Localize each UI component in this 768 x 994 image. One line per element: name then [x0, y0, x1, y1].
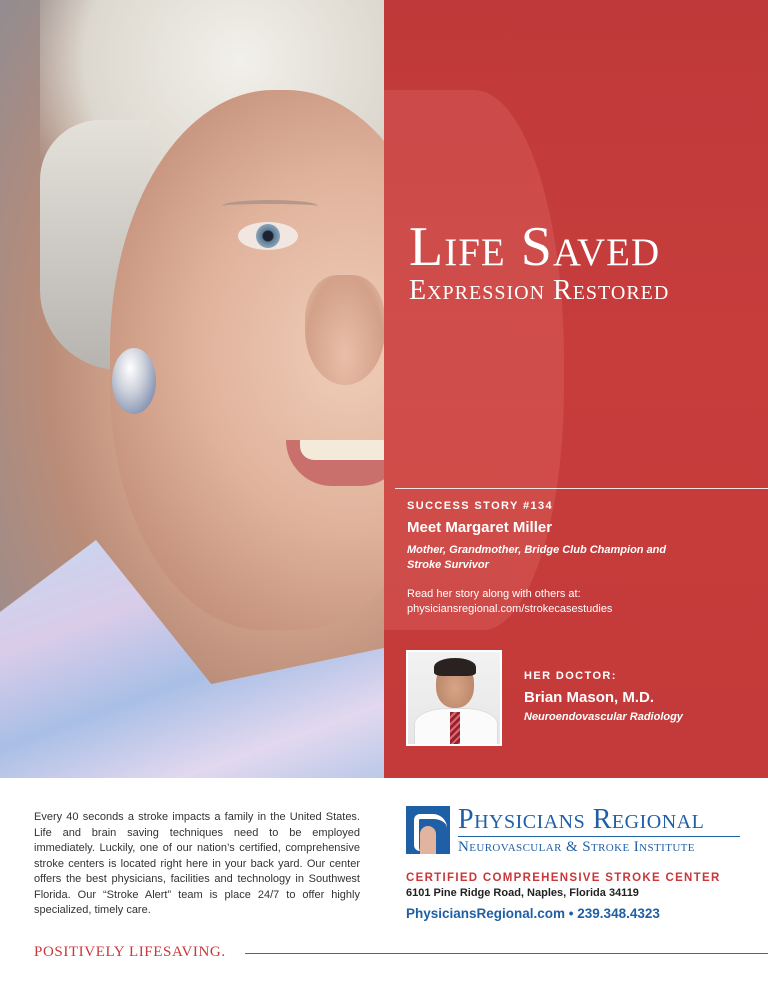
tagline-rule: [245, 953, 768, 954]
doctor-tie: [450, 712, 460, 746]
patient-description: Mother, Grandmother, Bridge Club Champion and Stroke Survivor: [407, 544, 667, 571]
earring: [112, 348, 156, 414]
read-more-block: [407, 587, 757, 617]
physicians-regional-logo: [406, 806, 746, 856]
doctor-specialty: Neuroendovascular Radiology: [524, 711, 683, 723]
body-copy: Every 40 seconds a stroke impacts a family in the United States. Life and brain saving techniques need to be employed immediately. Luckily, one of our nation’s certified, comprehensive stroke centers is located right here in your back yard. Our center offers the best physicians, facilities and technology in Southwest Florida. Our “Stroke Alert” team is place 24/7 to offer highly specialized, timely care.: [34, 811, 360, 916]
headline-subtitle: Expression Restored: [409, 275, 670, 306]
logo-name: Physicians Regional: [458, 804, 705, 835]
doctor-label: HER DOCTOR:: [524, 670, 617, 682]
logo-subtitle: Neurovascular & Stroke Institute: [458, 839, 695, 855]
success-story: [407, 500, 757, 617]
certification: CERTIFIED COMPREHENSIVE STROKE CENTER: [406, 872, 721, 884]
patient-name: Meet Margaret Miller: [407, 519, 553, 536]
logo-rule: [458, 836, 740, 837]
doctor-info: [524, 670, 683, 723]
nose: [305, 275, 385, 385]
portrait-photo: [0, 0, 384, 778]
doctor-name: Brian Mason, M.D.: [524, 689, 655, 706]
case-studies-link[interactable]: physiciansregional.com/strokecasestudies: [407, 603, 613, 615]
contact-link[interactable]: PhysiciansRegional.com • 239.348.4323: [406, 906, 660, 921]
eye: [238, 222, 298, 250]
doctor-photo: [406, 650, 502, 746]
story-kicker: SUCCESS STORY #134: [407, 500, 554, 512]
divider-line: [395, 488, 768, 489]
doctor-hair: [434, 658, 476, 676]
headline-block: [409, 218, 749, 306]
read-prompt: Read her story along with others at:: [407, 588, 581, 600]
logo-mark-icon: [406, 806, 450, 854]
eyebrow: [222, 200, 318, 212]
headline-title: Life Saved: [409, 216, 661, 278]
tagline: POSITIVELY LIFESAVING.: [34, 944, 226, 960]
address: 6101 Pine Ridge Road, Naples, Florida 34119: [406, 887, 639, 899]
